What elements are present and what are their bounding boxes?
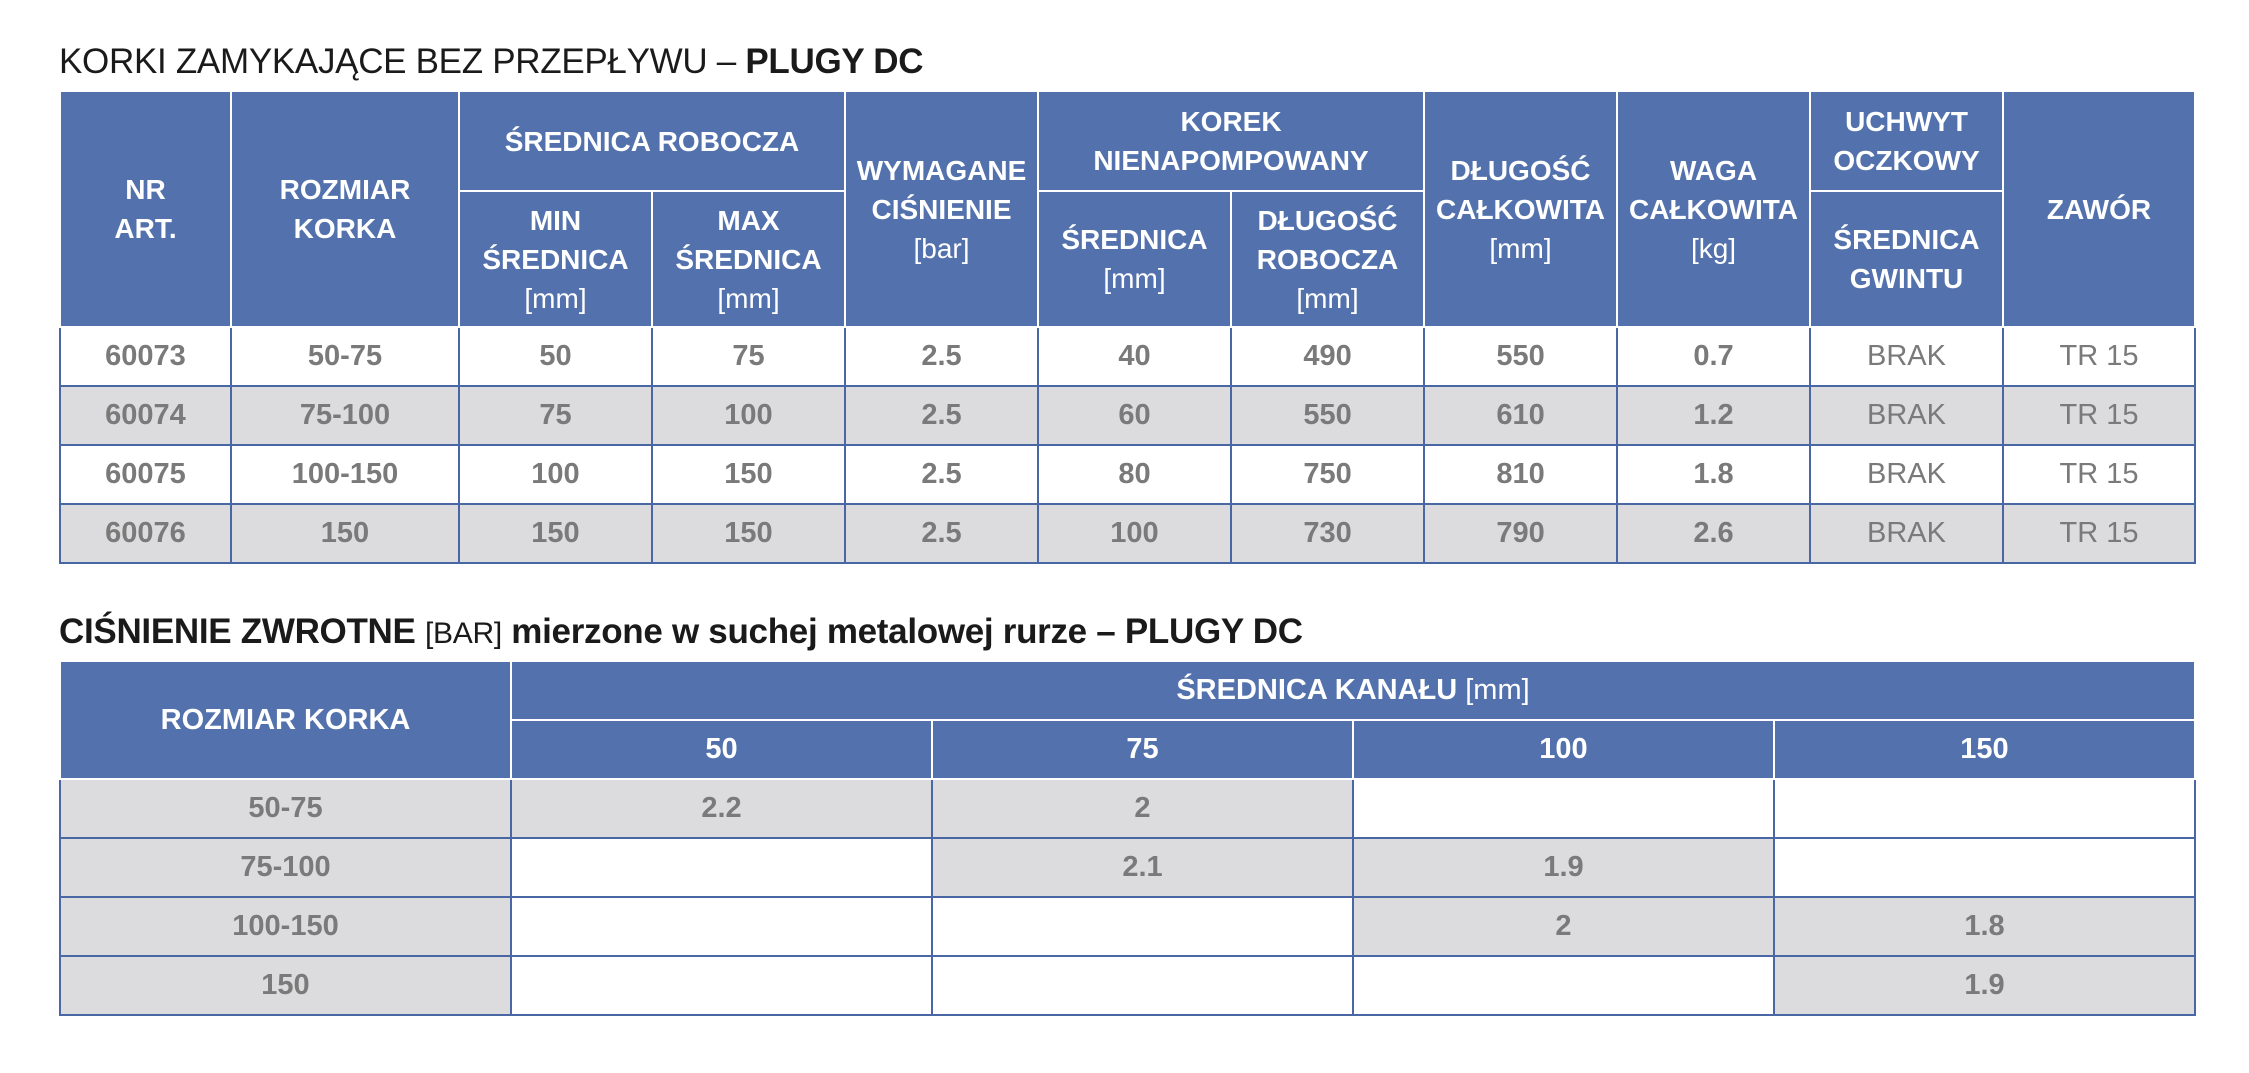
- header-rozmiar-korka: ROZMIAR KORKA: [231, 91, 459, 327]
- cell-korek-dlugosc: 730: [1231, 504, 1424, 563]
- cell-rozmiar: 50-75: [231, 327, 459, 386]
- header-col-50: 50: [511, 720, 932, 779]
- cell-rozmiar: 150: [60, 956, 511, 1015]
- table-row: [60, 327, 2195, 386]
- cell-waga: 0.7: [1617, 327, 1810, 386]
- back-pressure-table: [59, 660, 2196, 1016]
- cell-max: 150: [652, 504, 845, 563]
- cell-max: 75: [652, 327, 845, 386]
- cell-korek-srednica: 60: [1038, 386, 1231, 445]
- cell-gwint: BRAK: [1810, 386, 2003, 445]
- cell-value: 1.8: [1774, 897, 2195, 956]
- cell-gwint: BRAK: [1810, 504, 2003, 563]
- cell-min: 75: [459, 386, 652, 445]
- table-row: [60, 956, 2195, 1015]
- cell-zawor: TR 15: [2003, 327, 2195, 386]
- cell-cisnienie: 2.5: [845, 445, 1038, 504]
- cell-value: 2.2: [511, 779, 932, 838]
- cell-value: [511, 838, 932, 897]
- cell-rozmiar: 75-100: [60, 838, 511, 897]
- cell-zawor: TR 15: [2003, 386, 2195, 445]
- section-title-bold: CIŚNIENIE ZWROTNE: [59, 612, 425, 651]
- cell-korek-dlugosc: 550: [1231, 386, 1424, 445]
- cell-value: [932, 897, 1353, 956]
- header-nr-art: NR ART.: [60, 91, 231, 327]
- header-uchwyt-oczkowy: UCHWYT OCZKOWY: [1810, 91, 2003, 191]
- header-korek-dlugosc-robocza: DŁUGOŚĆ ROBOCZA [mm]: [1231, 191, 1424, 327]
- cell-cisnienie: 2.5: [845, 327, 1038, 386]
- cell-value: 2.1: [932, 838, 1353, 897]
- cell-korek-dlugosc: 490: [1231, 327, 1424, 386]
- header-col-150: 150: [1774, 720, 2195, 779]
- cell-min: 100: [459, 445, 652, 504]
- cell-value: [1353, 779, 1774, 838]
- cell-value: [511, 956, 932, 1015]
- table-row: [60, 386, 2195, 445]
- header-min-srednica: MIN ŚREDNICA [mm]: [459, 191, 652, 327]
- header-waga-calkowita: WAGA CAŁKOWITA [kg]: [1617, 91, 1810, 327]
- header-wymagane-cisnienie: WYMAGANE CIŚNIENIE [bar]: [845, 91, 1038, 327]
- cell-nr-art: 60075: [60, 445, 231, 504]
- cell-value: 2: [1353, 897, 1774, 956]
- cell-value: 1.9: [1353, 838, 1774, 897]
- cell-gwint: BRAK: [1810, 445, 2003, 504]
- cell-korek-srednica: 100: [1038, 504, 1231, 563]
- cell-dlugosc-calkowita: 550: [1424, 327, 1617, 386]
- cell-nr-art: 60073: [60, 327, 231, 386]
- cell-dlugosc-calkowita: 790: [1424, 504, 1617, 563]
- cell-dlugosc-calkowita: 810: [1424, 445, 1617, 504]
- header-dlugosc-calkowita: DŁUGOŚĆ CAŁKOWITA [mm]: [1424, 91, 1617, 327]
- cell-nr-art: 60074: [60, 386, 231, 445]
- cell-zawor: TR 15: [2003, 504, 2195, 563]
- cell-cisnienie: 2.5: [845, 504, 1038, 563]
- cell-cisnienie: 2.5: [845, 386, 1038, 445]
- header-col-75: 75: [932, 720, 1353, 779]
- cell-waga: 1.8: [1617, 445, 1810, 504]
- cell-value: [1774, 779, 2195, 838]
- table-row: [60, 838, 2195, 897]
- cell-value: 2: [932, 779, 1353, 838]
- cell-value: [1353, 956, 1774, 1015]
- section-title-bold: PLUGY DC: [745, 42, 924, 81]
- cell-value: 1.9: [1774, 956, 2195, 1015]
- header-max-srednica: MAX ŚREDNICA [mm]: [652, 191, 845, 327]
- cell-rozmiar: 100-150: [60, 897, 511, 956]
- cell-korek-srednica: 80: [1038, 445, 1231, 504]
- cell-gwint: BRAK: [1810, 327, 2003, 386]
- cell-value: [511, 897, 932, 956]
- header-srednica-kanalu: ŚREDNICA KANAŁU [mm]: [511, 661, 2195, 720]
- table-row: [60, 779, 2195, 838]
- cell-dlugosc-calkowita: 610: [1424, 386, 1617, 445]
- plug-spec-table: [59, 90, 2196, 564]
- cell-max: 150: [652, 445, 845, 504]
- cell-zawor: TR 15: [2003, 445, 2195, 504]
- header-srednica-robocza: ŚREDNICA ROBOCZA: [459, 91, 845, 191]
- table-row: [60, 445, 2195, 504]
- header-col-100: 100: [1353, 720, 1774, 779]
- cell-rozmiar: 50-75: [60, 779, 511, 838]
- cell-rozmiar: 75-100: [231, 386, 459, 445]
- cell-waga: 1.2: [1617, 386, 1810, 445]
- cell-min: 50: [459, 327, 652, 386]
- cell-waga: 2.6: [1617, 504, 1810, 563]
- cell-korek-srednica: 40: [1038, 327, 1231, 386]
- cell-min: 150: [459, 504, 652, 563]
- section-title-rest: mierzone w suchej metalowej rurze – PLUGY DC: [501, 612, 1303, 651]
- section-title-plugy-dc: [59, 42, 923, 82]
- cell-korek-dlugosc: 750: [1231, 445, 1424, 504]
- section-title-back-pressure: [59, 612, 1303, 652]
- header-korek-nienapompowany: KOREK NIENAPOMPOWANY: [1038, 91, 1424, 191]
- header-rozmiar-korka: ROZMIAR KORKA: [60, 661, 511, 779]
- table-row: [60, 504, 2195, 563]
- header-korek-srednica: ŚREDNICA [mm]: [1038, 191, 1231, 327]
- cell-value: [1774, 838, 2195, 897]
- cell-nr-art: 60076: [60, 504, 231, 563]
- cell-max: 100: [652, 386, 845, 445]
- cell-rozmiar: 100-150: [231, 445, 459, 504]
- header-srednica-gwintu: ŚREDNICA GWINTU: [1810, 191, 2003, 327]
- header-zawor: ZAWÓR: [2003, 91, 2195, 327]
- section-title-unit: [BAR]: [425, 617, 502, 650]
- cell-value: [932, 956, 1353, 1015]
- cell-rozmiar: 150: [231, 504, 459, 563]
- table-row: [60, 897, 2195, 956]
- section-title-text: KORKI ZAMYKAJĄCE BEZ PRZEPŁYWU –: [59, 42, 746, 81]
